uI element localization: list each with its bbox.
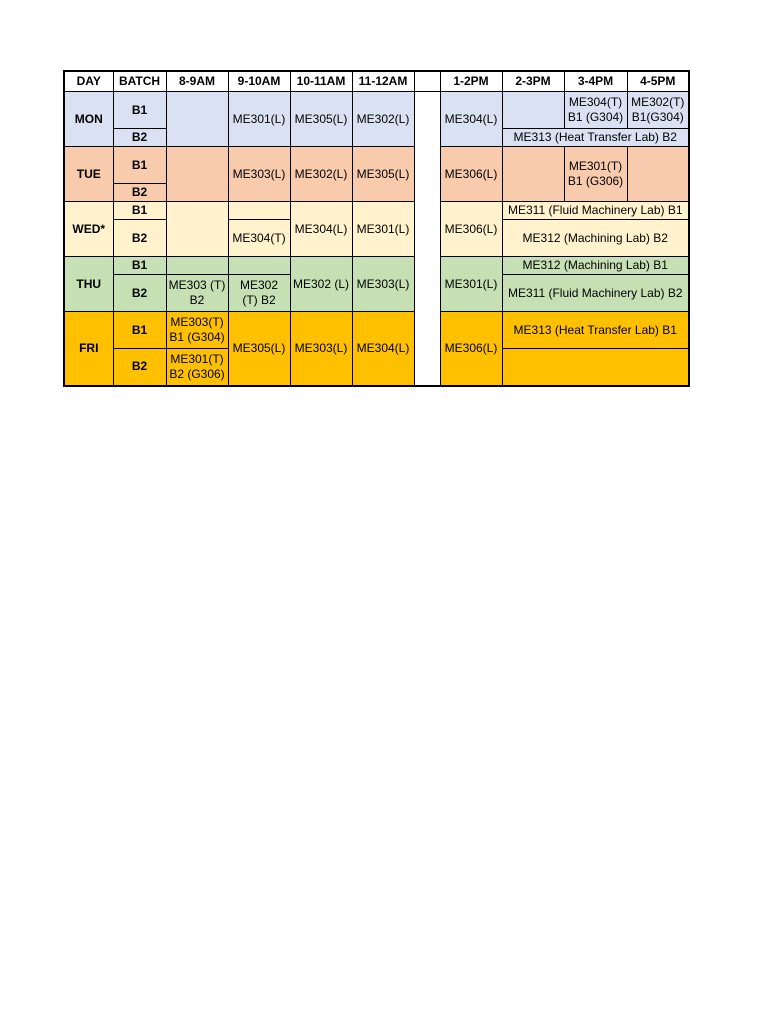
timetable — [63, 70, 690, 387]
batch-cell-mon-b1: B1 — [113, 92, 166, 129]
tue-slot1-empty — [166, 147, 228, 202]
thu-b1-slot1-empty — [166, 257, 228, 275]
fri-b1-slot1-cell: ME303(T) B1 (G304) — [166, 312, 228, 349]
thu-b2-slot1-cell: ME303 (T) B2 — [166, 275, 228, 312]
tue-slot2-cell: ME303(L) — [228, 147, 290, 202]
header-slot-2-3pm: 2-3PM — [502, 71, 564, 92]
wed-slot4-cell: ME301(L) — [352, 202, 414, 257]
wed-slot5-cell: ME306(L) — [440, 202, 502, 257]
header-slot-1-2pm: 1-2PM — [440, 71, 502, 92]
mon-slot2-cell: ME301(L) — [228, 92, 290, 147]
wed-b1-slot2-empty — [228, 202, 290, 220]
fri-b1-lab-cell: ME313 (Heat Transfer Lab) B1 — [502, 312, 689, 349]
wed-slot3-cell: ME304(L) — [290, 202, 352, 257]
mon-b2-lab-cell: ME313 (Heat Transfer Lab) B2 — [502, 129, 689, 147]
thu-b1-row — [64, 257, 689, 275]
tue-slot3-cell: ME302(L) — [290, 147, 352, 202]
thu-b1-lab-cell: ME312 (Machining Lab) B1 — [502, 257, 689, 275]
fri-slot3-cell: ME303(L) — [290, 312, 352, 386]
batch-cell-tue-b2: B2 — [113, 184, 166, 202]
day-cell-tue: TUE — [64, 147, 113, 202]
fri-b2-lab-empty — [502, 349, 689, 386]
lunch-gap-header — [414, 71, 440, 92]
header-slot-4-5pm: 4-5PM — [627, 71, 689, 92]
tue-b1-row — [64, 147, 689, 184]
fri-slot2-cell: ME305(L) — [228, 312, 290, 386]
mon-b1-slot8-cell: ME302(T) B1(G304) — [627, 92, 689, 129]
header-batch: BATCH — [113, 71, 166, 92]
tue-slot4-cell: ME305(L) — [352, 147, 414, 202]
tue-slot6-empty — [502, 147, 564, 202]
header-slot-9-10am: 9-10AM — [228, 71, 290, 92]
batch-cell-thu-b2: B2 — [113, 275, 166, 312]
batch-cell-thu-b1: B1 — [113, 257, 166, 275]
wed-b1-row — [64, 202, 689, 220]
batch-cell-fri-b1: B1 — [113, 312, 166, 349]
thu-b2-slot2-cell: ME302 (T) B2 — [228, 275, 290, 312]
thu-b2-lab-cell: ME311 (Fluid Machinery Lab) B2 — [502, 275, 689, 312]
day-cell-mon: MON — [64, 92, 113, 147]
fri-slot4-cell: ME304(L) — [352, 312, 414, 386]
mon-slot1-empty — [166, 92, 228, 147]
tue-slot7-cell: ME301(T) B1 (G306) — [564, 147, 627, 202]
thu-slot3-cell: ME302 (L) — [290, 257, 352, 312]
wed-b2-lab-cell: ME312 (Machining Lab) B2 — [502, 220, 689, 257]
mon-b1-row — [64, 92, 689, 129]
fri-b2-slot1-cell: ME301(T) B2 (G306) — [166, 349, 228, 386]
batch-cell-fri-b2: B2 — [113, 349, 166, 386]
day-cell-fri: FRI — [64, 312, 113, 386]
wed-slot1-empty — [166, 202, 228, 257]
fri-slot5-cell: ME306(L) — [440, 312, 502, 386]
header-row — [64, 71, 689, 92]
fri-b1-row — [64, 312, 689, 349]
header-slot-8-9am: 8-9AM — [166, 71, 228, 92]
batch-cell-mon-b2: B2 — [113, 129, 166, 147]
header-slot-3-4pm: 3-4PM — [564, 71, 627, 92]
day-cell-wed: WED* — [64, 202, 113, 257]
batch-cell-wed-b1: B1 — [113, 202, 166, 220]
tue-slot8-empty — [627, 147, 689, 202]
header-day: DAY — [64, 71, 113, 92]
lunch-gap — [414, 92, 440, 386]
thu-slot5-cell: ME301(L) — [440, 257, 502, 312]
thu-slot4-cell: ME303(L) — [352, 257, 414, 312]
mon-slot5-cell: ME304(L) — [440, 92, 502, 147]
thu-b1-slot2-empty — [228, 257, 290, 275]
mon-slot3-cell: ME305(L) — [290, 92, 352, 147]
day-cell-thu: THU — [64, 257, 113, 312]
batch-cell-wed-b2: B2 — [113, 220, 166, 257]
wed-b1-lab-cell: ME311 (Fluid Machinery Lab) B1 — [502, 202, 689, 220]
mon-slot4-cell: ME302(L) — [352, 92, 414, 147]
tue-slot5-cell: ME306(L) — [440, 147, 502, 202]
batch-cell-tue-b1: B1 — [113, 147, 166, 184]
header-slot-10-11am: 10-11AM — [290, 71, 352, 92]
mon-b1-slot7-cell: ME304(T) B1 (G304) — [564, 92, 627, 129]
header-slot-11-12am: 11-12AM — [352, 71, 414, 92]
mon-b1-slot6-empty — [502, 92, 564, 129]
wed-b2-slot2-cell: ME304(T) — [228, 220, 290, 257]
